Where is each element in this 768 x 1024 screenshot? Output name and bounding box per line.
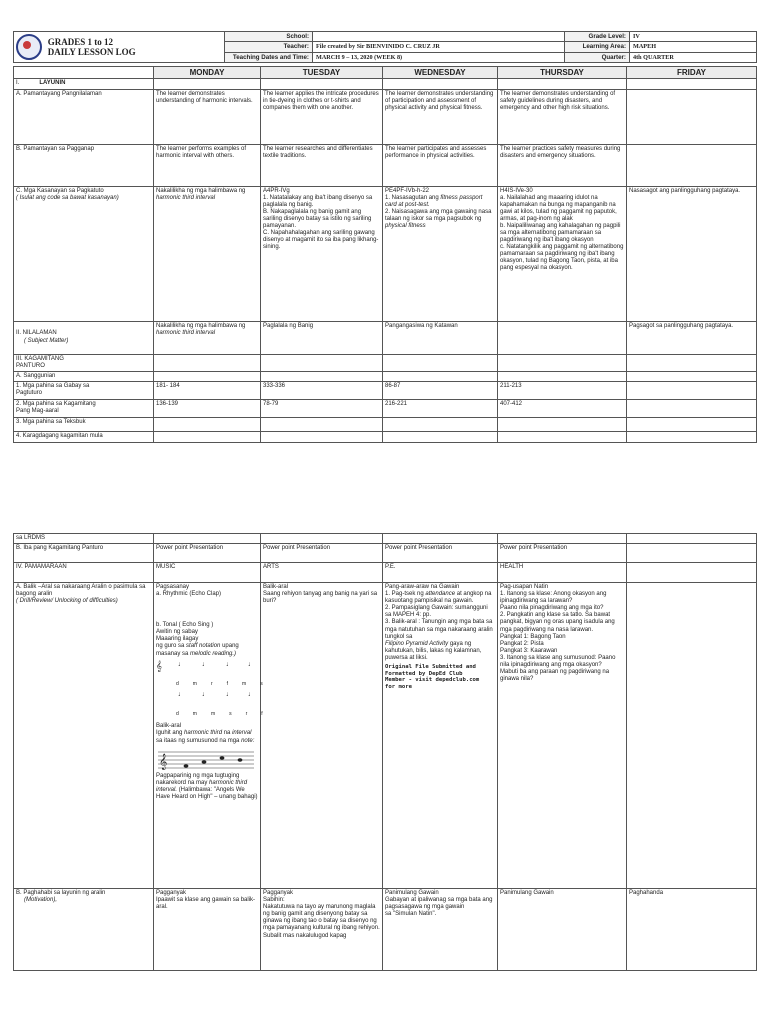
nilalaman-thursday	[498, 321, 627, 354]
paghahabi-sub: (Motivation),	[24, 897, 58, 904]
c-tuesday: A4PR-IVg 1. Natatalakay ang iba't ibang disenyo sa paglalala ng banig. B. Nakapaglalala ng banig gamit ang sariling disenyo batay sa istilo ng sariling pamayanan. C. Napahahalagahan ang sariling gawang disenyo at magamit ito sa iba pang likhang-sining.	[261, 186, 383, 321]
row-pamantayang-pangnilalaman	[14, 89, 757, 144]
mon-pp-text-2: (Halimbawa: "Angels We Have Heard on High" – unang bahagi)	[156, 786, 258, 800]
a-tuesday: The learner applies the intricate procedures in tie-dyeing in clothes or t-shirts and companes them with one another.	[261, 89, 383, 144]
row-paghahabi	[14, 889, 757, 971]
lesson-log-page-1	[13, 31, 756, 443]
kr-thursday	[498, 431, 627, 442]
title-line-1: GRADES 1 to 12	[47, 36, 113, 47]
solfa: d	[176, 710, 179, 717]
nilalaman-monday	[154, 321, 261, 354]
mon-tonal	[156, 622, 258, 657]
layunin-label	[14, 79, 154, 89]
solfa: m	[242, 680, 247, 687]
kr-monday	[154, 431, 261, 442]
nilalaman-sub: ( Subject Matter)	[24, 337, 69, 344]
row-kagamitang-mag-aaral	[14, 399, 757, 417]
area-label: Learning Area:	[565, 42, 630, 52]
c-wednesday	[383, 186, 498, 321]
row-iba-pang-kagamitan	[14, 544, 757, 563]
paghahabi-tuesday: Pagganyak Sabihin: Nakatutuwa na tayo ay marunong maglala ng banig gamit ang disenyong batay sa ginawa ng ibang tao o batay sa disenyo ng mga pamayanang kultural ng ibang rehiyon. Subalit mas nakalulugod kapag	[261, 889, 383, 971]
nilalaman-label: II. NILALAMAN	[16, 330, 57, 337]
c-mon-italic: harmonic third interval	[156, 194, 216, 201]
dates-value: MARCH 9 – 13, 2020 (WEEK 8)	[313, 52, 565, 62]
quarter-value: 4th QUARTER	[630, 52, 757, 62]
kr-friday	[627, 431, 757, 442]
staff-notation-image	[156, 748, 256, 770]
c-wed-italic-1: fitness passport card at post-test.	[385, 194, 483, 208]
dates-label: Teaching Dates and Time:	[225, 52, 313, 62]
row-gabay	[14, 381, 757, 399]
paghahabi-monday: Pagganyak Ipaawit sa klase ang gawain sa balik-aral.	[154, 889, 261, 971]
rhythm-space	[156, 598, 258, 622]
c-wed-text-1: PE4PF-IVb-h-22 1. Nasasagutan ang	[385, 187, 439, 201]
day-tuesday: TUESDAY	[261, 67, 383, 79]
mon-ba-text: Balik-aral Iguhit ang	[156, 723, 183, 737]
day-friday: FRIDAY	[627, 67, 757, 79]
day-thursday: THURSDAY	[498, 67, 627, 79]
row-pamantayan-pagganap	[14, 144, 757, 186]
note-icon: ♩	[226, 660, 233, 668]
label-gabay: 1. Mga pahina sa Gabay sa Pagtuturo	[14, 381, 154, 399]
b-thursday: The learner practices safety measures during disasters and emergency situations.	[498, 144, 627, 186]
tx-tuesday	[261, 417, 383, 431]
gabay-tuesday: 333-336	[261, 381, 383, 399]
deped-seal-icon	[16, 34, 42, 60]
label-paghahabi	[14, 889, 154, 971]
row-sanggunian	[14, 371, 757, 381]
label-pamantayang-pangnilalaman: A. Pamantayang Pangnilalaman	[14, 89, 154, 144]
solfa-row-2	[156, 710, 263, 718]
gabay-monday: 181- 184	[154, 381, 261, 399]
label-kagamitang-panturo: III. KAGAMITANG PANTURO	[14, 354, 154, 371]
c-friday: Nasasagot ang panlingguhang pagtataya.	[627, 186, 757, 321]
subject-tuesday: ARTS	[261, 563, 383, 583]
lesson-log-page-2	[13, 533, 756, 971]
c-wed-text-2: 2. Naisasagawa ang mga gawaing nasa talaan ng iskor sa mga pagsubok ng	[385, 208, 492, 222]
svg-text:𝄞: 𝄞	[159, 752, 168, 769]
solfa: m	[192, 710, 197, 717]
solfa: s	[229, 710, 232, 717]
mon-ba-text-3: sa itaas ng sumusunod na mga	[156, 737, 240, 744]
paghahabi-wednesday: Panimulang Gawain Gabayan at ipaliwanag sa mga bata ang pagsasagawa ng mga gawain sa "Simulan Natin".	[383, 889, 498, 971]
row-lrdms	[14, 534, 757, 544]
kasanayan-sub: ( Isulat ang code sa bawat kasanayan)	[16, 194, 119, 201]
nilalaman-friday: Pagsagot sa panlingguhang pagtataya.	[627, 321, 757, 354]
kr-wednesday	[383, 431, 498, 442]
mon-ba-italic-3: note:	[241, 737, 255, 744]
teacher-value: File created by Sir BIENVINIDO C. CRUZ JR	[313, 42, 565, 52]
balik-aral-label: A. Balik –Aral sa nakaraang Aralin o pasimula sa bagong aralin	[16, 584, 146, 598]
note-icon: ♩	[178, 660, 185, 668]
day-header-row	[14, 67, 757, 79]
day-monday: MONDAY	[154, 67, 261, 79]
paghahabi-thursday: Panimulang Gawain	[498, 889, 627, 971]
paghahabi-friday: Paghahanda	[627, 889, 757, 971]
note-icon: ♩	[248, 660, 255, 668]
subject-friday	[627, 563, 757, 583]
b-wednesday: The learner participates and assesses performance in physical activities.	[383, 144, 498, 186]
nilalaman-wednesday: Pangangasiwa ng Katawan	[383, 321, 498, 354]
header-logo-cell	[14, 32, 225, 63]
wed-italic-2: Filipino Pyramid Activity	[385, 640, 449, 647]
label-teksbuk: 3. Mga pahina sa Teksbuk	[14, 417, 154, 431]
treble-clef-icon: 𝄞	[156, 660, 162, 672]
title-line-2: DAILY LESSON LOG	[47, 47, 136, 57]
gabay-friday	[627, 381, 757, 399]
mon-tonal-text: b. Tonal ( Echo Sing ) Awitin ng sabay Maaaring ilagay ng guro sa	[156, 622, 214, 650]
music-notation-2	[156, 691, 258, 709]
mon-ba-italic-2: interval	[232, 730, 252, 737]
label-pamantayan-pagganap: B. Pamantayan sa Pagganap	[14, 144, 154, 186]
mon-tonal-italic-2: melodic reading.)	[190, 650, 237, 657]
c-thursday: H4IS-IVe-30 a. Nailalahad ang maaaring idulot na kapahamakan na bunga ng mapanganib na gawi at kilos, tulad ng paggamit ng paputok, armas, at pag-inom ng alak b. Naipaliliwanag ang kahalagahan ng pagpili sa mga alternatibong pamamaraan sa pagdiriwang ng iba't ibang okasyon c. Natatangkilik ang paggamit ng alternatibong pamamaraan sa pagdiriwang ng iba't ibang okasyon, tulad ng Bagong Taon, pista, at iba pang espesyal na okasyon.	[498, 186, 627, 321]
label-iba-pang-kagamitan: B. Iba pang Kagamitang Panturo	[14, 544, 154, 563]
header-table	[13, 31, 757, 63]
solfa: m	[210, 710, 216, 717]
lm-monday: 136-139	[154, 399, 261, 417]
solfa: f	[226, 680, 229, 687]
ppt-tuesday: Power point Presentation	[261, 544, 383, 563]
lesson-table-page-1	[13, 66, 757, 443]
school-value	[313, 32, 565, 42]
mon-pagpaparinig	[156, 773, 258, 801]
tx-thursday	[498, 417, 627, 431]
solfa: d	[176, 680, 179, 687]
a-monday: The learner demonstrates understanding of harmonic intervals.	[154, 89, 261, 144]
lesson-table-page-2	[13, 533, 757, 971]
label-lrdms: sa LRDMS	[14, 534, 154, 544]
paghahabi-label: B. Paghahabi sa layunin ng aralin	[16, 890, 106, 897]
day-header-blank	[14, 67, 154, 79]
note-icon: ♩	[178, 690, 185, 698]
wed-text-2: at angkop na kasuotang pampisikal na gawain. 2. Pampasiglang Gawain: sumangguni sa MAPEH 4: pp. 3. Balik-aral : Tanungin ang mga bata sa mga natutuhan sa mga nakaraang aralin tungkol sa	[385, 591, 493, 640]
note-icon: ♩	[248, 690, 255, 698]
row-kagamitang-panturo	[14, 354, 757, 371]
solfa: r	[210, 680, 213, 687]
label-kagamitang-mag-aaral: 2. Mga pahina sa Kagamitang Pang Mag-aaral	[14, 399, 154, 417]
balik-aral-thursday: Pag-usapan Natin 1. Itanong sa klase: Anong okasyon ang ipinagdiriwang sa larawan? Paano nila pinagdiriwang ang mga ito? 2. Pangkatin ang klase sa tatlo. Sa bawat pangkat, bigyan ng oras upang isadula ang mga pagdiriwang na nasa larawan. Pangkat 1: Bagong Taon Pangkat 2: Pista Pangkat 3: Kaarawan 3. Itanong sa klase ang sumusunod: Paano nila ipinagdiriwang ang mga okasyon? Mabuti ba ang paraan ng pagdiriwang na ginawa nila?	[498, 583, 627, 889]
balik-aral-friday	[627, 583, 757, 889]
school-label: School:	[225, 32, 313, 42]
label-karagdagang: 4. Karagdagang kagamitan mula	[14, 431, 154, 442]
lm-thursday: 407-412	[498, 399, 627, 417]
kasanayan-label: C. Mga Kasanayan sa Pagkatuto	[16, 187, 104, 194]
wed-text-3: gaya ng kahutukan, bilis, lakas ng kalamnan, puwersa at liksi.	[385, 640, 482, 661]
area-value: MAPEH	[630, 42, 757, 52]
c-wed-italic-2: physical fitness	[385, 222, 426, 229]
music-notation-1	[156, 661, 258, 679]
lm-friday	[627, 399, 757, 417]
label-kasanayan	[14, 186, 154, 321]
label-pamamaraan: IV. PAMAMARAAN	[14, 563, 154, 583]
grade-value: IV	[630, 32, 757, 42]
mon-pagsasanay: Pagsasanay a. Rhythmic (Echo Clap)	[156, 584, 222, 598]
a-friday	[627, 89, 757, 144]
solfa: r	[245, 710, 248, 717]
note-icon: ♩	[202, 690, 209, 698]
label-nilalaman	[14, 321, 154, 354]
subject-monday: MUSIC	[154, 563, 261, 583]
tx-monday	[154, 417, 261, 431]
row-kasanayan	[14, 186, 757, 321]
balik-aral-sub: ( Drill/Review/ Unlocking of difficulties)	[16, 598, 118, 605]
mon-tonal-italic-1: staff notation	[186, 643, 221, 650]
mon-tonal-text-2: upang masanay sa	[156, 643, 239, 657]
c-mon-text: Nakalilikha ng mga halimbawa ng	[156, 187, 246, 194]
grade-label: Grade Level:	[565, 32, 630, 42]
balik-aral-tuesday: Balik-aral Saang rehiyon tanyag ang banig na yari sa buri?	[261, 583, 383, 889]
row-teksbuk	[14, 417, 757, 431]
gabay-thursday: 211-213	[498, 381, 627, 399]
layunin-row	[14, 79, 757, 89]
lm-wednesday: 216-221	[383, 399, 498, 417]
label-sanggunian: A. Sanggunian	[14, 371, 154, 381]
layunin-title: LAYUNIN	[39, 80, 66, 87]
a-wednesday: The learner demonstrates understanding of participation and assessment of physical activity and physical fitness.	[383, 89, 498, 144]
row-karagdagang	[14, 431, 757, 442]
dll-title	[48, 37, 136, 58]
solfa: s	[260, 680, 263, 687]
label-balik-aral	[14, 583, 154, 889]
ppt-wednesday: Power point Presentation	[383, 544, 498, 563]
nil-mon-italic: harmonic third interval	[156, 329, 216, 336]
depedclub-note: Original File Submitted and Formatted by DepEd Club Member - visit depedclub.com for more	[385, 663, 480, 690]
tx-friday	[627, 417, 757, 431]
kr-tuesday	[261, 431, 383, 442]
note-icon: ♩	[202, 660, 209, 668]
row-balik-aral	[14, 583, 757, 889]
ppt-friday	[627, 544, 757, 563]
solfa: f	[261, 710, 263, 717]
ppt-monday: Power point Presentation	[154, 544, 261, 563]
ppt-thursday: Power point Presentation	[498, 544, 627, 563]
balik-aral-monday	[154, 583, 261, 889]
lm-tuesday: 78-79	[261, 399, 383, 417]
nil-mon-text: Nakalilikha ng mga halimbawa ng	[156, 322, 246, 329]
quarter-label: Quarter:	[565, 52, 630, 62]
solfa: m	[192, 680, 197, 687]
wed-gawain	[385, 584, 495, 662]
gabay-wednesday: 86-87	[383, 381, 498, 399]
nilalaman-tuesday: Paglalala ng Banig	[261, 321, 383, 354]
wed-italic-1: attendance	[425, 591, 456, 598]
day-wednesday: WEDNESDAY	[383, 67, 498, 79]
row-nilalaman	[14, 321, 757, 354]
subject-thursday: HEALTH	[498, 563, 627, 583]
a-thursday: The learner demonstrates understanding of safety guidelines during disasters, and emergency and other high risk situations.	[498, 89, 627, 144]
b-friday	[627, 144, 757, 186]
solfa-row-1	[156, 680, 263, 688]
mon-pp-text: Pagpaparinig ng mga tugtuging nakarekord na may	[156, 772, 240, 786]
balik-aral-wednesday	[383, 583, 498, 889]
mon-pp-italic: harmonic third interval.	[156, 779, 248, 793]
roman-1: I.	[16, 80, 20, 87]
wed-text-1: Pang-araw-araw na Gawain 1. Pag-tsek ng	[385, 584, 460, 598]
tx-wednesday	[383, 417, 498, 431]
mon-ba-italic-1: harmonic third	[184, 730, 223, 737]
subject-wednesday: P.E.	[383, 563, 498, 583]
b-tuesday: The learner researches and differentiates textile traditions.	[261, 144, 383, 186]
mon-balik-aral	[156, 723, 258, 744]
b-monday: The learner performs examples of harmonic interval with others.	[154, 144, 261, 186]
row-pamamaraan	[14, 563, 757, 583]
mon-ba-text-2: na	[223, 730, 231, 737]
teacher-label: Teacher:	[225, 42, 313, 52]
note-icon: ♩	[226, 690, 233, 698]
c-monday	[154, 186, 261, 321]
